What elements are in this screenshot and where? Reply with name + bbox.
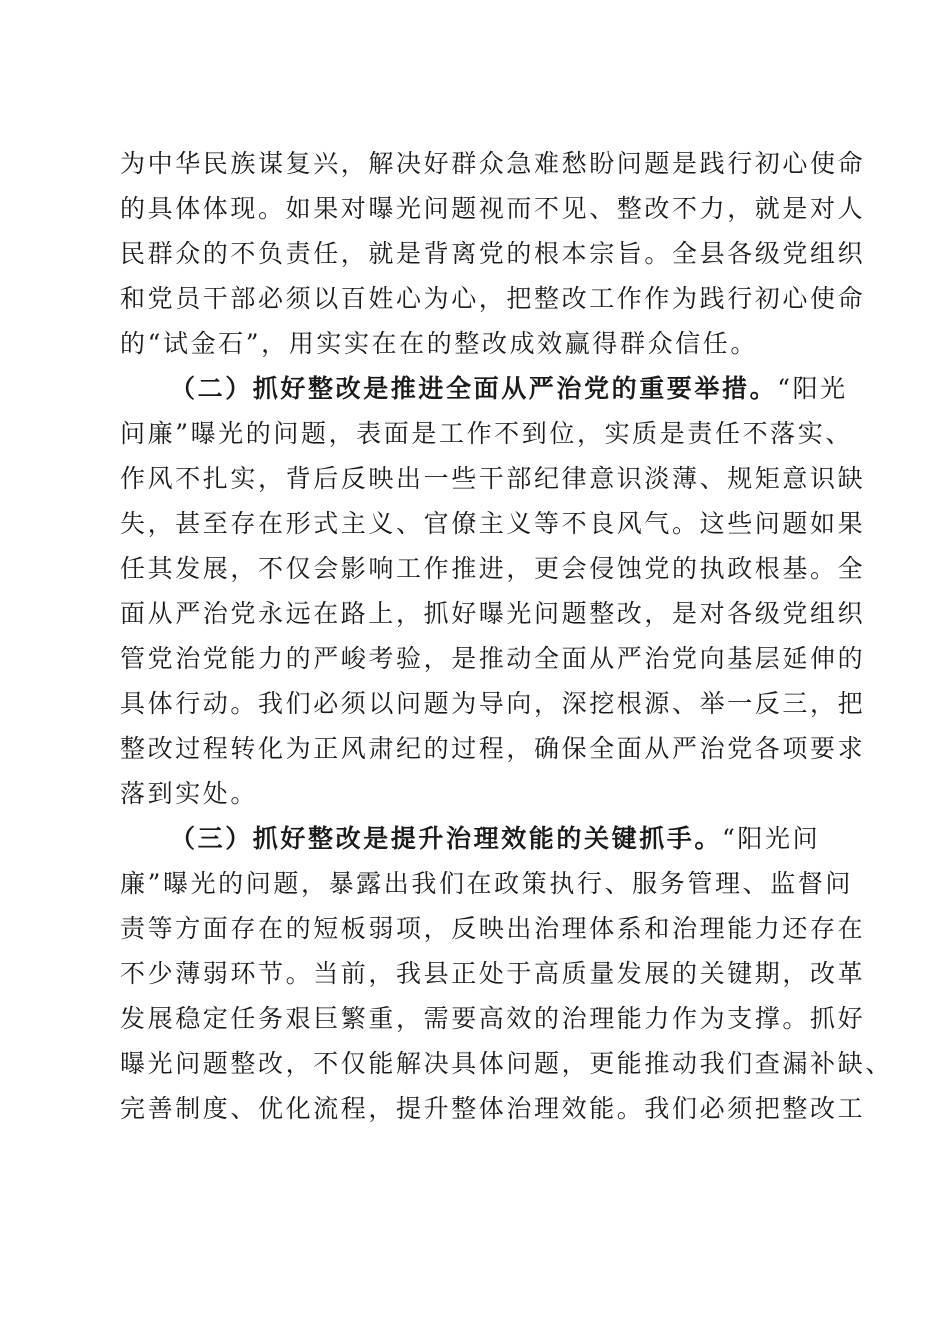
section-heading: （三）抓好整改是提升治理效能的关键抓手。 [170,824,723,853]
text-line: 和党员干部必须以百姓心为心，把整改工作作为践行初心使命 [120,284,866,313]
text-line: 任其发展，不仅会影响工作推进，更会侵蚀党的执政根基。全 [120,554,866,583]
section-heading: （二）抓好整改是推进全面从严治党的重要举措。 [170,374,778,403]
text-line: 发展稳定任务艰巨繁重，需要高效的治理能力作为支撑。抓好 [120,1004,866,1033]
text-line: 完善制度、优化流程，提升整体治理效能。我们必须把整改工 [120,1094,866,1123]
text-line: 的“试金石”，用实实在在的整改成效赢得群众信任。 [120,329,758,358]
paragraph-2 [120,366,866,816]
text-line: 民群众的不负责任，就是背离党的根本宗旨。全县各级党组织 [120,239,866,268]
text-line: 曝光问题整改，不仅能解决具体问题，更能推动我们查漏补缺、 [120,1049,893,1078]
text-line: 管党治党能力的严峻考验，是推动全面从严治党向基层延伸的 [120,644,866,673]
text-line: 不少薄弱环节。当前，我县正处于高质量发展的关键期，改革 [120,959,866,988]
paragraph-3 [120,816,893,1131]
body-text [120,141,893,1131]
text-line: 具体行动。我们必须以问题为导向，深挖根源、举一反三，把 [120,689,866,718]
text-line: 整改过程转化为正风肃纪的过程，确保全面从严治党各项要求 [120,734,866,763]
text-line: 为中华民族谋复兴，解决好群众急难愁盼问题是践行初心使命 [120,149,866,178]
text-line: 的具体体现。如果对曝光问题视而不见、整改不力，就是对人 [120,194,866,223]
text-line: 廉”曝光的问题，暴露出我们在政策执行、服务管理、监督问 [120,869,853,898]
text-line: 责等方面存在的短板弱项，反映出治理体系和治理能力还存在 [120,914,866,943]
text-line: （二）抓好整改是推进全面从严治党的重要举措。“阳光 [170,374,848,403]
text-line: 问廉”曝光的问题，表面是工作不到位，实质是责任不落实、 [120,419,853,448]
text-line: 作风不扎实，背后反映出一些干部纪律意识淡薄、规矩意识缺 [120,464,866,493]
text-line: 面从严治党永远在路上，抓好曝光问题整改，是对各级党组织 [120,599,866,628]
paragraph-1 [120,141,866,366]
text-line: （三）抓好整改是提升治理效能的关键抓手。“阳光问 [170,824,821,853]
text-line: 失，甚至存在形式主义、官僚主义等不良风气。这些问题如果 [120,509,866,538]
text-line: 落到实处。 [120,779,259,808]
